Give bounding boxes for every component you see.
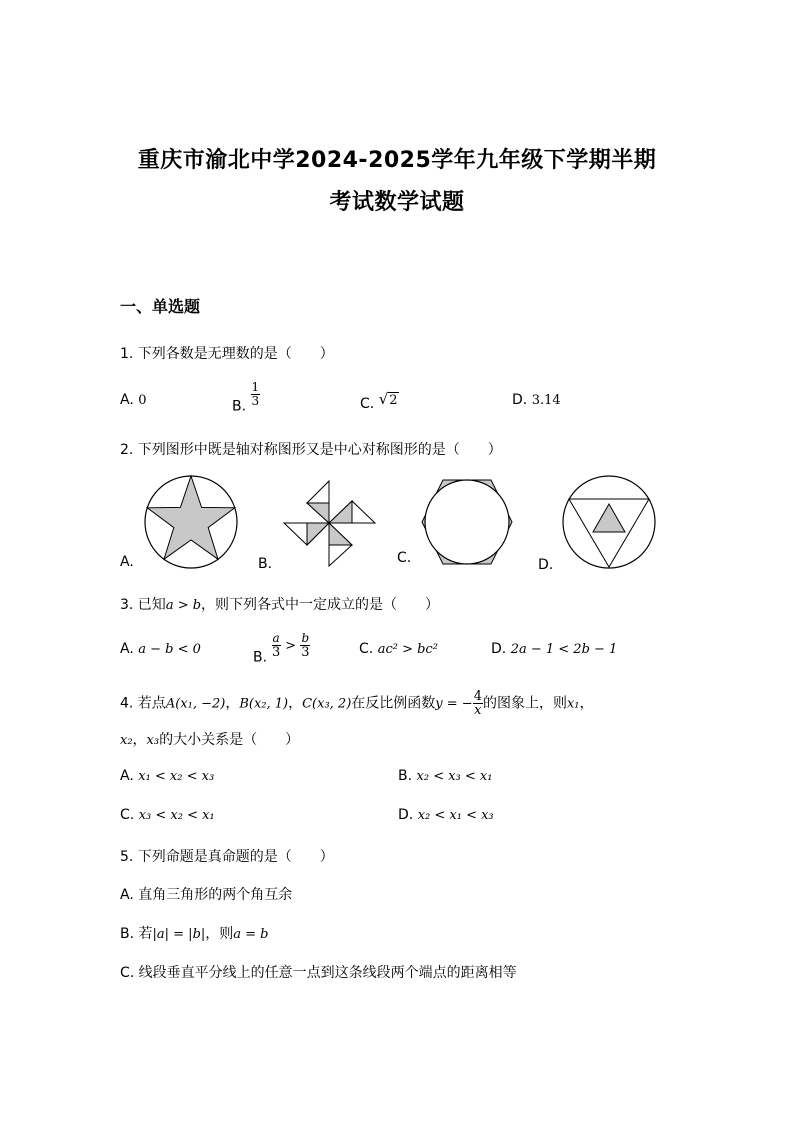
option-expression: x₃ < x₂ < x₁ (138, 808, 215, 823)
option-label: C. (360, 396, 375, 412)
numerator: b (301, 631, 310, 645)
q5-option-a[interactable]: A. 直角三角形的两个角互余 (120, 887, 293, 903)
q4-middle: 在反比例函数 (351, 695, 436, 712)
separator: ， (132, 732, 147, 748)
question-5-text: 5. 下列命题是真命题的是（ ） (120, 849, 334, 865)
fraction-b-over-3 (300, 632, 310, 659)
page-title-line2: 考试数学试题 (329, 190, 465, 215)
q2-option-d-label[interactable]: D. (538, 557, 554, 573)
q4-option-a[interactable] (120, 768, 214, 784)
q3-option-b[interactable] (253, 632, 310, 666)
q3-prefix: 3. 已知 (120, 597, 166, 613)
question-4-text-line2 (120, 729, 299, 749)
function-lhs: y = − (435, 696, 473, 712)
q4-option-d[interactable] (398, 807, 494, 823)
denominator: 3 (271, 645, 281, 660)
fraction (251, 381, 261, 408)
q5-option-c[interactable]: C. 线段垂直平分线上的任意一点到这条线段两个端点的距离相等 (120, 965, 517, 981)
q3-suffix: ，则下列各式中一定成立的是（ ） (201, 597, 440, 613)
option-middle: ，则 (205, 926, 234, 942)
q4-prefix: 4. 若点 (120, 695, 166, 712)
var-x1: x₁ (566, 696, 580, 712)
q1-option-c[interactable] (360, 390, 399, 412)
hexagon-circle-figure (420, 478, 514, 566)
option-expression: x₂ < x₁ < x₃ (417, 808, 494, 823)
q4-line2-suffix: 的大小关系是（ ） (159, 732, 300, 748)
question-2-text: 2. 下列图形中既是轴对称图形又是中心对称图形的是（ ） (120, 442, 502, 458)
separator: ， (288, 695, 303, 712)
option-expression: 2a − 1 < 2b − 1 (510, 642, 618, 657)
option-expression: x₁ < x₂ < x₃ (138, 769, 215, 784)
option-label: D. (512, 392, 528, 408)
option-label: A. (120, 768, 134, 784)
denominator: 3 (301, 645, 310, 660)
pinwheel-figure (282, 478, 377, 568)
q1-option-b[interactable] (232, 381, 260, 415)
section-heading: 一、单选题 (120, 297, 201, 316)
q2-option-c-label[interactable]: C. (397, 550, 412, 566)
q3-option-a[interactable] (120, 641, 201, 657)
sqrt-icon: √ (378, 390, 389, 408)
operator: > (285, 638, 297, 654)
q3-option-d[interactable] (491, 641, 617, 657)
denominator: x (474, 703, 482, 718)
option-value: 0 (138, 393, 147, 408)
q2-option-b-label[interactable]: B. (258, 556, 273, 572)
question-3-text (120, 594, 439, 614)
q1-option-a[interactable] (120, 392, 147, 408)
question-1-text: 1. 下列各数是无理数的是（ ） (120, 346, 334, 362)
radicand: 2 (389, 393, 398, 408)
option-result: a = b (233, 927, 269, 942)
option-expression: x₂ < x₃ < x₁ (416, 769, 493, 784)
q5-option-b[interactable] (120, 923, 269, 943)
option-label: A. (120, 392, 134, 408)
q2-option-a-label[interactable]: A. (120, 554, 134, 570)
q3-option-c[interactable] (359, 641, 438, 657)
option-expression: a − b < 0 (138, 642, 201, 657)
page-title-line1: 重庆市渝北中学2024-2025学年九年级下学期半期 (137, 148, 657, 173)
option-label: B. (398, 768, 413, 784)
option-condition: |a| = |b| (152, 927, 206, 942)
fraction-a-over-3 (272, 632, 281, 659)
star-in-circle-figure (143, 474, 239, 570)
point-a: A(x₁, −2) (165, 696, 226, 712)
q3-condition: a > b (165, 598, 202, 613)
point-b: B(x₂, 1) (239, 696, 289, 712)
q4-suffix: 的图象上，则 (482, 695, 567, 712)
option-label: D. (398, 807, 414, 823)
q1-option-d[interactable] (512, 392, 561, 408)
var-x2: x₂ (120, 733, 133, 748)
numerator: 4 (473, 689, 482, 704)
option-label: B. (232, 398, 247, 415)
point-c: C(x₃, 2) (302, 696, 352, 712)
option-label: A. (120, 641, 134, 657)
q4-option-c[interactable] (120, 807, 215, 823)
option-label: D. (491, 641, 507, 657)
numerator: 1 (251, 380, 260, 394)
option-label: B. (253, 649, 268, 666)
function-fraction (473, 690, 483, 717)
separator: ， (579, 695, 594, 712)
triangle-in-circle-figure (561, 474, 657, 570)
option-label: C. (120, 807, 135, 823)
var-x3: x₃ (146, 733, 160, 748)
option-expression: ac² > bc² (377, 642, 438, 657)
option-prefix: B. 若 (120, 926, 153, 942)
option-label: C. (359, 641, 374, 657)
numerator: a (272, 631, 280, 645)
separator: ， (225, 695, 240, 712)
denominator: 3 (251, 394, 260, 408)
question-4-text-line1 (120, 690, 594, 717)
q4-option-b[interactable] (398, 768, 492, 784)
option-value: 3.14 (531, 393, 561, 408)
